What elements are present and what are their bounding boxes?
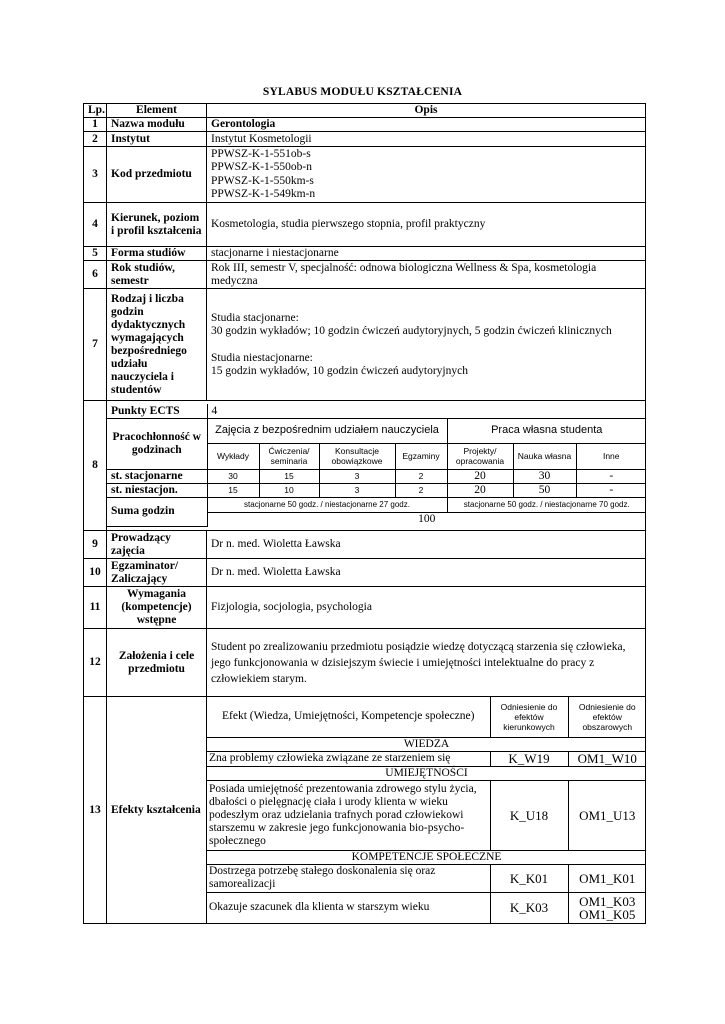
row-9-opis: Dr n. med. Wioletta Ławska bbox=[207, 531, 646, 559]
row-13-lp: 13 bbox=[84, 697, 107, 924]
row-7-lp: 7 bbox=[84, 289, 107, 401]
stac-label: Studia stacjonarne: bbox=[211, 311, 299, 324]
komp1-text: Dostrzega potrzebę stałego doskonalenia się oraz samorealizacji bbox=[207, 864, 490, 892]
row-10-opis: Dr n. med. Wioletta Ławska bbox=[207, 559, 646, 587]
row-12-element: Założenia i cele przedmiotu bbox=[107, 629, 207, 697]
row-13-element: Efekty kształcenia bbox=[107, 697, 207, 924]
stac-text: 30 godzin wykładów; 10 godzin ćwiczeń audytoryjnych, 5 godzin ćwiczeń klinicznych bbox=[211, 324, 612, 337]
row-4-lp: 4 bbox=[84, 203, 107, 247]
row-13-content bbox=[207, 697, 646, 924]
row-10-element: Egzaminator/ Zaliczający bbox=[107, 559, 207, 587]
outcomes-head-efekt: Efekt (Wiedza, Umiejętności, Kompetencje społeczne) bbox=[207, 697, 490, 737]
komp-label: KOMPETENCJE SPOŁECZNE bbox=[207, 850, 646, 864]
stac-nauka: 30 bbox=[513, 469, 576, 483]
row-4-opis: Kosmetologia, studia pierwszego stopnia, profil praktyczny bbox=[207, 203, 646, 247]
suma-own: stacjonarne 50 godz. / niestacjonarne 70 godz. bbox=[447, 497, 646, 512]
row-2 bbox=[84, 132, 646, 147]
niestac-text: 15 godzin wykładów, 10 godzin ćwiczeń audytoryjnych bbox=[211, 364, 468, 377]
direct-header: Zajęcia z bezpośrednim udziałem nauczyciela bbox=[207, 418, 447, 443]
stac-cwiczenia: 15 bbox=[259, 469, 319, 483]
col-wyklady: Wykłady bbox=[207, 443, 259, 469]
row-7-element: Rodzaj i liczba godzin dydaktycznych wymagających bezpośredniego udziału nauczyciela i studentów bbox=[107, 289, 207, 401]
niestac-inne: - bbox=[576, 483, 646, 497]
row-7-opis bbox=[207, 289, 646, 401]
col-inne: Inne bbox=[576, 443, 646, 469]
suma-total: 100 bbox=[207, 512, 646, 526]
komp2-obsz-1: OM1_K03 bbox=[579, 893, 636, 909]
wiedza-obsz: OM1_W10 bbox=[568, 751, 646, 766]
workload-table bbox=[107, 404, 646, 527]
umiej-obsz: OM1_U13 bbox=[568, 780, 646, 850]
row-6-lp: 6 bbox=[84, 261, 107, 289]
niestac-projekty: 20 bbox=[447, 483, 513, 497]
row-3-codes bbox=[207, 147, 646, 203]
stac-wyklady: 30 bbox=[207, 469, 259, 483]
row-6-element: Rok studiów, semestr bbox=[107, 261, 207, 289]
outcomes-head-kier: Odniesienie do efektów kierunkowych bbox=[490, 697, 568, 737]
row-4 bbox=[84, 203, 646, 247]
row-3-lp: 3 bbox=[84, 147, 107, 203]
stac-row-label: st. stacjonarne bbox=[107, 469, 207, 483]
niestac-konsultacje: 3 bbox=[319, 483, 395, 497]
syllabus-table bbox=[83, 103, 646, 924]
komp2-obsz bbox=[568, 892, 646, 923]
header-element: Element bbox=[107, 104, 207, 118]
row-1-element: Nazwa modułu bbox=[107, 118, 207, 132]
col-cwiczenia: Ćwiczenia/ seminaria bbox=[259, 443, 319, 469]
row-2-lp: 2 bbox=[84, 132, 107, 147]
stac-projekty: 20 bbox=[447, 469, 513, 483]
row-8-content bbox=[107, 401, 646, 531]
row-1 bbox=[84, 118, 646, 132]
komp2-kier: K_K03 bbox=[490, 892, 568, 923]
row-1-opis: Gerontologia bbox=[207, 118, 646, 132]
code-3: PPWSZ-K-1-550km-s bbox=[211, 174, 314, 187]
pracochlonnosc-label: Pracochłonność w godzinach bbox=[107, 418, 207, 469]
stac-inne: - bbox=[576, 469, 646, 483]
row-13 bbox=[84, 697, 646, 924]
umiej-kier: K_U18 bbox=[490, 780, 568, 850]
komp2-text: Okazuje szacunek dla klienta w starszym wieku bbox=[207, 892, 490, 923]
stac-konsultacje: 3 bbox=[319, 469, 395, 483]
row-9-element: Prowadzący zajęcia bbox=[107, 531, 207, 559]
niestac-cwiczenia: 10 bbox=[259, 483, 319, 497]
row-12-lp: 12 bbox=[84, 629, 107, 697]
row-5-element: Forma studiów bbox=[107, 247, 207, 261]
niestac-label: Studia niestacjonarne: bbox=[211, 351, 313, 364]
row-1-lp: 1 bbox=[84, 118, 107, 132]
row-8 bbox=[84, 401, 646, 531]
row-8-lp: 8 bbox=[84, 401, 107, 531]
umiej-text: Posiada umiejętność prezentowania zdrowego stylu życia, dbałości o pielęgnację ciała i urody klienta w wieku podeszłym oraz udzielania trafnych porad człowiekowi starszemu w zakresie jego funkcjonowania bio-psycho-społecznego bbox=[207, 780, 490, 850]
row-3 bbox=[84, 147, 646, 203]
wiedza-text: Zna problemy człowieka związane ze starzeniem się bbox=[207, 751, 490, 766]
niestac-egzaminy: 2 bbox=[395, 483, 447, 497]
header-opis: Opis bbox=[207, 104, 646, 118]
own-header: Praca własna studenta bbox=[447, 418, 646, 443]
row-4-element: Kierunek, poziom i profil kształcenia bbox=[107, 203, 207, 247]
row-2-element: Instytut bbox=[107, 132, 207, 147]
row-9-lp: 9 bbox=[84, 531, 107, 559]
wiedza-label: WIEDZA bbox=[207, 737, 646, 751]
row-12 bbox=[84, 629, 646, 697]
niestac-row bbox=[107, 483, 646, 497]
col-projekty: Projekty/ opracowania bbox=[447, 443, 513, 469]
outcomes-head-obsz: Odniesienie do efektów obszarowych bbox=[568, 697, 646, 737]
row-11 bbox=[84, 587, 646, 629]
col-nauka: Nauka własna bbox=[513, 443, 576, 469]
row-7 bbox=[84, 289, 646, 401]
row-10 bbox=[84, 559, 646, 587]
document-title: SYLABUS MODUŁU KSZTAŁCENIA bbox=[262, 86, 463, 98]
stac-row bbox=[107, 469, 646, 483]
row-11-element: Wymagania (kompetencje) wstępne bbox=[107, 587, 207, 629]
niestac-nauka: 50 bbox=[513, 483, 576, 497]
row-5 bbox=[84, 247, 646, 261]
niestac-row-label: st. niestacjon. bbox=[107, 483, 207, 497]
ects-label: Punkty ECTS bbox=[107, 404, 207, 418]
row-6 bbox=[84, 261, 646, 289]
suma-label: Suma godzin bbox=[107, 497, 207, 526]
row-9 bbox=[84, 531, 646, 559]
niestac-wyklady: 15 bbox=[207, 483, 259, 497]
row-6-opis: Rok III, semestr V, specjalność: odnowa biologiczna Wellness & Spa, kosmetologia medyczna bbox=[207, 261, 646, 289]
row-3-element: Kod przedmiotu bbox=[107, 147, 207, 203]
komp1-obsz: OM1_K01 bbox=[568, 864, 646, 892]
row-11-opis: Fizjologia, socjologia, psychologia bbox=[207, 587, 646, 629]
code-1: PPWSZ-K-1-551ob-s bbox=[211, 147, 311, 160]
umiej-label: UMIEJĘTNOŚCI bbox=[207, 766, 646, 780]
komp1-kier: K_K01 bbox=[490, 864, 568, 892]
header-row bbox=[84, 104, 646, 118]
komp2-obsz-2: OM1_K05 bbox=[579, 906, 636, 922]
header-lp: Lp. bbox=[84, 104, 107, 118]
row-12-opis: Student po zrealizowaniu przedmiotu posiądzie wiedzę dotyczącą starzenia się człowieka, jego funkcjonowania w dzisiejszym świecie i umiejętności intelektualne do pracy z człowiekiem starym. bbox=[207, 629, 646, 697]
col-egzaminy: Egzaminy bbox=[395, 443, 447, 469]
suma-direct: stacjonarne 50 godz. / niestacjonarne 27 godz. bbox=[207, 497, 447, 512]
wiedza-kier: K_W19 bbox=[490, 751, 568, 766]
code-4: PPWSZ-K-1-549km-n bbox=[211, 188, 316, 200]
row-2-opis: Instytut Kosmetologii bbox=[207, 132, 646, 147]
code-2: PPWSZ-K-1-550ob-n bbox=[211, 161, 312, 173]
col-konsultacje: Konsultacje obowiązkowe bbox=[319, 443, 395, 469]
outcomes-table bbox=[207, 697, 646, 923]
row-10-lp: 10 bbox=[84, 559, 107, 587]
row-5-opis: stacjonarne i niestacjonarne bbox=[207, 247, 646, 261]
row-11-lp: 11 bbox=[84, 587, 107, 629]
row-5-lp: 5 bbox=[84, 247, 107, 261]
ects-value: 4 bbox=[207, 404, 646, 418]
stac-egzaminy: 2 bbox=[395, 469, 447, 483]
